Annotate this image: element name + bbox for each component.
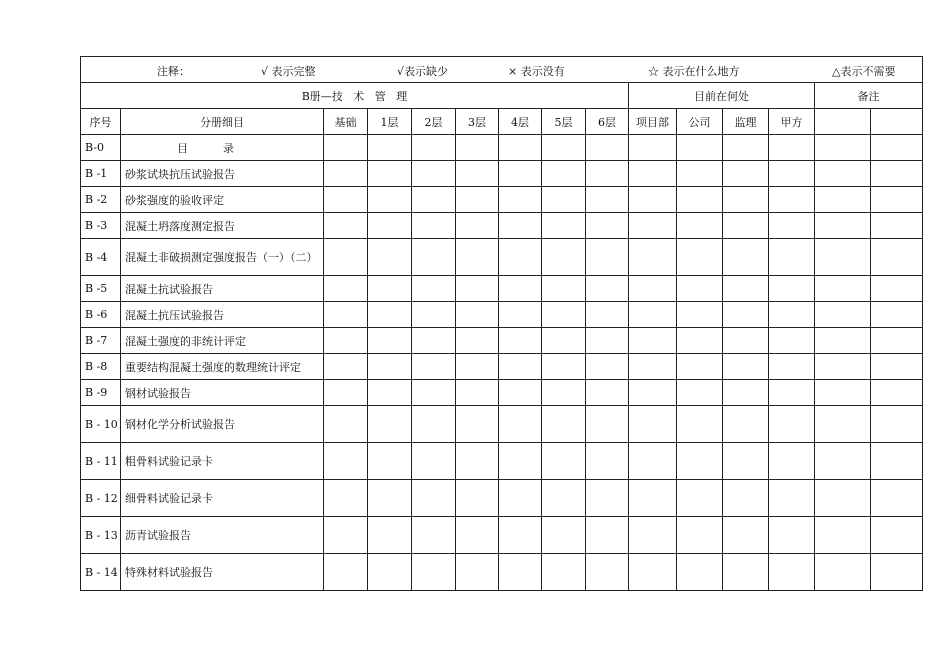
floor-cell — [324, 517, 368, 554]
floor-cell — [499, 135, 542, 161]
remarks-title: 备注 — [815, 83, 923, 109]
row-item-name: 混凝土坍落度测定报告 — [121, 213, 324, 239]
holder-cell — [629, 213, 677, 239]
row-seq: B -1 — [81, 161, 121, 187]
row-seq: B - 10 — [81, 406, 121, 443]
remarks-cell — [815, 328, 871, 354]
remarks-cell — [871, 213, 923, 239]
floor-header: 基础 — [324, 109, 368, 135]
row-item-name: 粗骨料试验记录卡 — [121, 443, 324, 480]
floor-cell — [499, 480, 542, 517]
floor-cell — [324, 239, 368, 276]
holder-cell — [629, 135, 677, 161]
floor-cell — [368, 480, 412, 517]
floor-cell — [542, 354, 586, 380]
row-item-name: 混凝土抗试验报告 — [121, 276, 324, 302]
floor-cell — [324, 135, 368, 161]
row-item-name: 混凝土非破损测定强度报告（一）（二） — [121, 239, 324, 276]
holder-cell — [769, 302, 815, 328]
holder-header: 公司 — [677, 109, 723, 135]
holder-cell — [723, 239, 769, 276]
floor-cell — [324, 302, 368, 328]
legend-not-needed: △表示不需要 — [832, 65, 896, 78]
remarks-cell — [815, 443, 871, 480]
holder-cell — [723, 517, 769, 554]
holder-cell — [677, 135, 723, 161]
row-seq: B - 12 — [81, 480, 121, 517]
floor-cell — [542, 443, 586, 480]
floor-cell — [542, 302, 586, 328]
floor-cell — [324, 161, 368, 187]
row-seq: B-0 — [81, 135, 121, 161]
holder-cell — [629, 239, 677, 276]
floor-cell — [586, 480, 629, 517]
row-seq: B - 11 — [81, 443, 121, 480]
floor-cell — [412, 380, 456, 406]
remarks-cell — [815, 135, 871, 161]
row-seq: B -6 — [81, 302, 121, 328]
remarks-cell — [871, 276, 923, 302]
holder-cell — [677, 380, 723, 406]
table-row — [81, 328, 923, 354]
holder-cell — [769, 328, 815, 354]
floor-cell — [456, 517, 499, 554]
floor-cell — [368, 354, 412, 380]
floor-cell — [499, 354, 542, 380]
floor-cell — [456, 328, 499, 354]
holder-cell — [769, 354, 815, 380]
holder-cell — [629, 554, 677, 591]
row-seq: B -8 — [81, 354, 121, 380]
floor-cell — [499, 302, 542, 328]
table-row — [81, 135, 923, 161]
row-item-name: 沥青试验报告 — [121, 517, 324, 554]
floor-cell — [542, 517, 586, 554]
holder-cell — [769, 187, 815, 213]
remarks-cell — [815, 480, 871, 517]
floor-cell — [324, 554, 368, 591]
floor-cell — [586, 406, 629, 443]
floor-cell — [412, 239, 456, 276]
floor-cell — [368, 135, 412, 161]
holder-cell — [769, 380, 815, 406]
holder-cell — [677, 276, 723, 302]
floor-cell — [412, 328, 456, 354]
table-row — [81, 187, 923, 213]
table-row — [81, 517, 923, 554]
floor-cell — [542, 328, 586, 354]
floor-cell — [586, 213, 629, 239]
holder-cell — [723, 161, 769, 187]
floor-cell — [324, 380, 368, 406]
remarks-cell — [871, 380, 923, 406]
floor-cell — [456, 406, 499, 443]
floor-cell — [412, 554, 456, 591]
table-row — [81, 406, 923, 443]
remarks-cell — [871, 443, 923, 480]
floor-cell — [324, 276, 368, 302]
floor-cell — [324, 443, 368, 480]
row-seq: B -9 — [81, 380, 121, 406]
legend-cell — [81, 57, 923, 83]
table-row — [81, 443, 923, 480]
floor-header: 5层 — [542, 109, 586, 135]
holder-cell — [723, 406, 769, 443]
row-seq: B -7 — [81, 328, 121, 354]
remarks-cell — [815, 187, 871, 213]
floor-cell — [542, 276, 586, 302]
floor-cell — [586, 239, 629, 276]
row-seq: B -3 — [81, 213, 121, 239]
floor-cell — [456, 135, 499, 161]
holder-cell — [723, 187, 769, 213]
remarks-cell — [871, 517, 923, 554]
legend-none: × 表示没有 — [508, 65, 565, 78]
table-row — [81, 380, 923, 406]
volume-title: B册—技 术 管 理 — [81, 83, 629, 109]
remarks-cell — [815, 517, 871, 554]
holder-cell — [769, 443, 815, 480]
floor-cell — [368, 213, 412, 239]
remarks-cell — [871, 187, 923, 213]
remarks-cell — [815, 276, 871, 302]
floor-cell — [456, 187, 499, 213]
remarks-cell — [871, 109, 923, 135]
holder-cell — [769, 554, 815, 591]
floor-cell — [456, 443, 499, 480]
floor-cell — [412, 213, 456, 239]
row-item-name: 混凝土强度的非统计评定 — [121, 328, 324, 354]
floor-header: 4层 — [499, 109, 542, 135]
row-seq: B -2 — [81, 187, 121, 213]
holder-cell — [723, 213, 769, 239]
floor-cell — [368, 187, 412, 213]
legend-where: ☆ 表示在什么地方 — [648, 65, 740, 78]
holder-cell — [629, 354, 677, 380]
holder-cell — [677, 554, 723, 591]
remarks-cell — [815, 239, 871, 276]
remarks-cell — [871, 239, 923, 276]
row-item-name: 钢材试验报告 — [121, 380, 324, 406]
legend-row — [81, 57, 923, 83]
holder-cell — [723, 443, 769, 480]
holder-cell — [769, 480, 815, 517]
floor-cell — [499, 443, 542, 480]
holder-cell — [629, 380, 677, 406]
floor-cell — [542, 406, 586, 443]
row-item-name: 特殊材料试验报告 — [121, 554, 324, 591]
floor-cell — [499, 328, 542, 354]
floor-cell — [586, 161, 629, 187]
row-item-name: 重要结构混凝土强度的数理统计评定 — [121, 354, 324, 380]
remarks-cell — [815, 302, 871, 328]
floor-cell — [542, 554, 586, 591]
holder-cell — [677, 302, 723, 328]
floor-cell — [412, 406, 456, 443]
floor-cell — [542, 480, 586, 517]
floor-cell — [324, 328, 368, 354]
floor-cell — [456, 554, 499, 591]
holder-cell — [677, 354, 723, 380]
row-item-name: 砂浆试块抗压试验报告 — [121, 161, 324, 187]
floor-cell — [412, 517, 456, 554]
table-row — [81, 276, 923, 302]
floor-header: 3层 — [456, 109, 499, 135]
remarks-cell — [871, 480, 923, 517]
floor-cell — [586, 302, 629, 328]
floor-cell — [499, 380, 542, 406]
holder-cell — [629, 161, 677, 187]
holder-cell — [769, 276, 815, 302]
seq-header: 序号 — [81, 109, 121, 135]
floor-cell — [499, 213, 542, 239]
holder-cell — [677, 187, 723, 213]
floor-cell — [456, 480, 499, 517]
floor-cell — [324, 354, 368, 380]
holder-cell — [769, 135, 815, 161]
floor-cell — [368, 302, 412, 328]
floor-cell — [499, 554, 542, 591]
floor-cell — [324, 406, 368, 443]
floor-header: 2层 — [412, 109, 456, 135]
floor-cell — [456, 239, 499, 276]
floor-cell — [412, 161, 456, 187]
floor-cell — [586, 276, 629, 302]
floor-cell — [412, 354, 456, 380]
remarks-cell — [871, 554, 923, 591]
row-seq: B -5 — [81, 276, 121, 302]
holder-cell — [677, 213, 723, 239]
table-row — [81, 554, 923, 591]
table-row — [81, 213, 923, 239]
floor-cell — [499, 161, 542, 187]
row-item-name: 混凝土抗压试验报告 — [121, 302, 324, 328]
holder-cell — [677, 517, 723, 554]
holder-cell — [723, 354, 769, 380]
holder-cell — [677, 328, 723, 354]
holder-cell — [629, 276, 677, 302]
floor-cell — [368, 443, 412, 480]
holder-cell — [629, 187, 677, 213]
floor-cell — [499, 276, 542, 302]
holder-cell — [723, 380, 769, 406]
floor-cell — [368, 239, 412, 276]
floor-cell — [368, 328, 412, 354]
holder-cell — [677, 239, 723, 276]
remarks-cell — [871, 161, 923, 187]
legend-prefix: 注释： — [157, 65, 190, 78]
table-row — [81, 302, 923, 328]
floor-cell — [412, 187, 456, 213]
floor-header: 1层 — [368, 109, 412, 135]
holder-header: 监理 — [723, 109, 769, 135]
holder-cell — [769, 161, 815, 187]
holder-cell — [629, 302, 677, 328]
floor-cell — [542, 239, 586, 276]
floor-cell — [586, 328, 629, 354]
remarks-cell — [815, 109, 871, 135]
floor-cell — [586, 443, 629, 480]
remarks-cell — [815, 213, 871, 239]
item-header: 分册细目 — [121, 109, 324, 135]
floor-cell — [586, 554, 629, 591]
floor-cell — [456, 380, 499, 406]
floor-cell — [368, 161, 412, 187]
floor-cell — [324, 187, 368, 213]
holder-cell — [629, 480, 677, 517]
legend-missing: √表示缺少 — [397, 65, 449, 78]
floor-cell — [456, 161, 499, 187]
floor-cell — [324, 480, 368, 517]
holder-cell — [723, 302, 769, 328]
floor-header: 6层 — [586, 109, 629, 135]
holder-cell — [723, 135, 769, 161]
floor-cell — [499, 517, 542, 554]
floor-cell — [586, 187, 629, 213]
row-item-name: 砂浆强度的验收评定 — [121, 187, 324, 213]
floor-cell — [542, 213, 586, 239]
holder-cell — [629, 328, 677, 354]
remarks-cell — [815, 554, 871, 591]
holder-cell — [769, 406, 815, 443]
remarks-cell — [871, 135, 923, 161]
row-item-name: 细骨料试验记录卡 — [121, 480, 324, 517]
holder-header: 项目部 — [629, 109, 677, 135]
table-row — [81, 480, 923, 517]
holder-cell — [629, 517, 677, 554]
row-seq: B - 13 — [81, 517, 121, 554]
remarks-cell — [815, 380, 871, 406]
floor-cell — [412, 135, 456, 161]
holder-cell — [723, 480, 769, 517]
floor-cell — [456, 276, 499, 302]
floor-cell — [412, 276, 456, 302]
floor-cell — [324, 213, 368, 239]
holder-cell — [723, 328, 769, 354]
document-table — [80, 56, 923, 591]
row-item-name: 目 录 — [121, 135, 324, 161]
floor-cell — [456, 213, 499, 239]
floor-cell — [586, 517, 629, 554]
holder-cell — [677, 161, 723, 187]
floor-cell — [368, 276, 412, 302]
floor-cell — [412, 302, 456, 328]
row-item-name: 钢材化学分析试验报告 — [121, 406, 324, 443]
remarks-cell — [871, 406, 923, 443]
floor-cell — [368, 554, 412, 591]
holder-cell — [769, 239, 815, 276]
remarks-cell — [871, 302, 923, 328]
row-seq: B -4 — [81, 239, 121, 276]
table-row — [81, 239, 923, 276]
floor-cell — [586, 354, 629, 380]
floor-cell — [412, 480, 456, 517]
floor-cell — [499, 187, 542, 213]
holder-cell — [769, 517, 815, 554]
table-row — [81, 354, 923, 380]
holder-cell — [677, 443, 723, 480]
remarks-cell — [815, 354, 871, 380]
floor-cell — [368, 517, 412, 554]
header-row — [81, 109, 923, 135]
holder-cell — [723, 554, 769, 591]
floor-cell — [456, 354, 499, 380]
floor-cell — [542, 187, 586, 213]
holder-cell — [629, 443, 677, 480]
floor-cell — [499, 406, 542, 443]
floor-cell — [368, 406, 412, 443]
floor-cell — [412, 443, 456, 480]
holder-cell — [769, 213, 815, 239]
floor-cell — [542, 380, 586, 406]
floor-cell — [586, 380, 629, 406]
floor-cell — [368, 380, 412, 406]
floor-cell — [499, 239, 542, 276]
holder-cell — [629, 406, 677, 443]
holder-header: 甲方 — [769, 109, 815, 135]
remarks-cell — [815, 406, 871, 443]
floor-cell — [542, 161, 586, 187]
remarks-cell — [871, 328, 923, 354]
holder-cell — [677, 480, 723, 517]
table-body — [81, 135, 923, 591]
floor-cell — [586, 135, 629, 161]
floor-cell — [542, 135, 586, 161]
remarks-cell — [871, 354, 923, 380]
legend-complete: √ 表示完整 — [261, 65, 316, 78]
floor-cell — [456, 302, 499, 328]
remarks-cell — [815, 161, 871, 187]
title-row — [81, 83, 923, 109]
table-row — [81, 161, 923, 187]
row-seq: B - 14 — [81, 554, 121, 591]
holder-cell — [723, 276, 769, 302]
holder-cell — [677, 406, 723, 443]
location-title: 目前在何处 — [629, 83, 815, 109]
